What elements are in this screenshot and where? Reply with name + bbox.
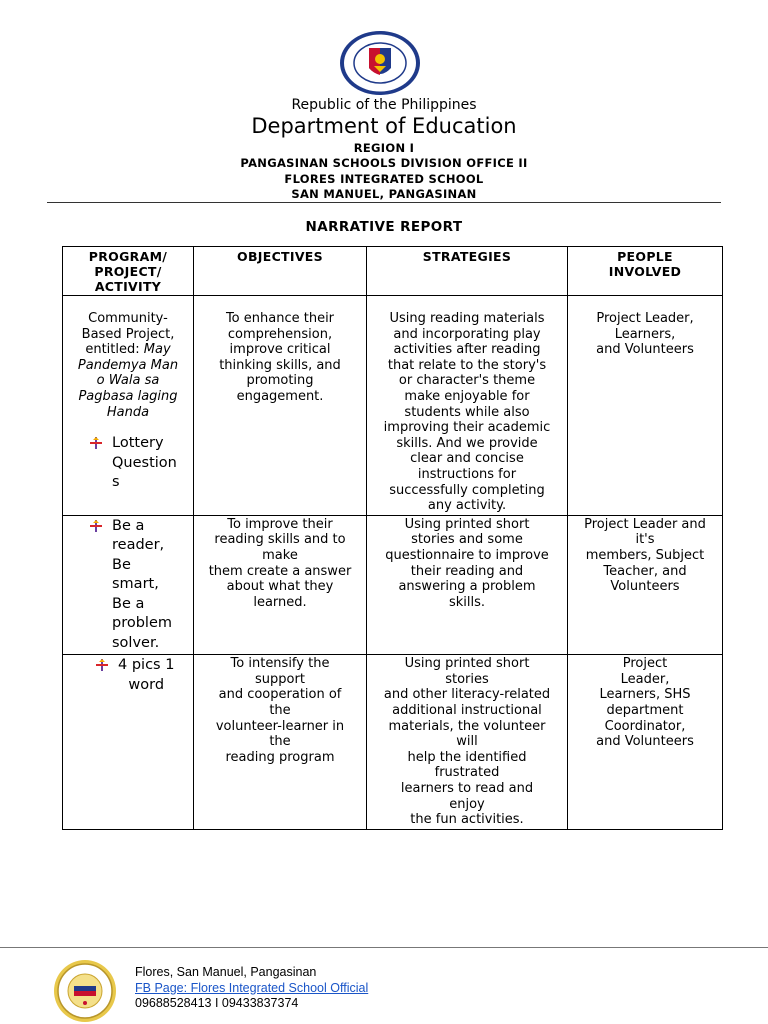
school-seal-icon: [53, 959, 117, 1023]
deped-seal-icon: [339, 30, 421, 96]
republic-heading: Republic of the Philippines: [291, 97, 477, 113]
bullet-arrow-icon: [95, 658, 109, 672]
activity-bullet: [89, 434, 189, 493]
activity-bullet: [95, 656, 189, 695]
activity-bullet: [89, 517, 189, 654]
narrative-report-table: [62, 246, 723, 830]
footer-divider: [0, 947, 768, 948]
strategies-cell: Using printed short stories and other literacy-related additional instructional materials, the volunteer will help the identified frustrated learners to read and enjoy the fun activities.: [367, 655, 568, 830]
footer-contact: [135, 965, 368, 1012]
column-header-strategies: STRATEGIES: [367, 247, 568, 296]
division-heading: PANGASINAN SCHOOLS DIVISION OFFICE II: [240, 156, 528, 170]
objectives-cell: To intensify the support and cooperation of the volunteer-learner in the reading program: [194, 655, 367, 830]
department-heading: Department of Education: [251, 114, 517, 138]
location-heading: SAN MANUEL, PANGASINAN: [291, 187, 477, 201]
footer-address: Flores, San Manuel, Pangasinan: [135, 965, 317, 979]
objectives-cell: To improve their reading skills and to make them create a answer about what they learned.: [194, 515, 367, 655]
bullet-arrow-icon: [89, 519, 103, 533]
activity-label: Be a reader, Be smart, Be a problem solver.: [112, 517, 172, 651]
column-header-program: PROGRAM/ PROJECT/ ACTIVITY: [63, 247, 194, 296]
activity-label: 4 pics 1 word: [118, 657, 175, 693]
table-row: [63, 515, 723, 655]
report-title: NARRATIVE REPORT: [305, 219, 463, 235]
region-heading: REGION I: [353, 141, 415, 155]
people-cell: Project Leader, Learners, and Volunteers: [568, 296, 723, 516]
activity-label: Lottery Question s: [112, 435, 177, 491]
people-cell: Project Leader, Learners, SHS department Coordinator, and Volunteers: [568, 655, 723, 830]
column-header-people: PEOPLE INVOLVED: [568, 247, 723, 296]
strategies-cell: Using printed short stories and some questionnaire to improve their reading and answering a problem skills.: [367, 515, 568, 655]
table-row: [63, 655, 723, 830]
table-row: [63, 296, 723, 516]
column-header-objectives: OBJECTIVES: [194, 247, 367, 296]
program-cell: [63, 515, 194, 655]
bullet-arrow-icon: [89, 436, 103, 450]
header-divider: [47, 202, 721, 203]
program-description: [67, 311, 189, 420]
program-intro: Community- Based Project, entitled:: [81, 311, 175, 358]
school-heading: FLORES INTEGRATED SCHOOL: [284, 172, 484, 186]
footer-phones: 09688528413 I 09433837374: [135, 996, 299, 1010]
program-cell: [63, 655, 194, 830]
program-cell: [63, 296, 194, 516]
strategies-cell: Using reading materials and incorporating play activities after reading that relate to the story's or character's theme make enjoyable for students while also improving their academic skills. And we provide clear and concise instructions for successfully completing any activity.: [367, 296, 568, 516]
table-header-row: [63, 247, 723, 296]
objectives-cell: To enhance their comprehension, improve critical thinking skills, and promoting engagement.: [194, 296, 367, 516]
program-title: May Pandemya Man o Wala sa Pagbasa laging Handa: [77, 342, 179, 420]
people-cell: Project Leader and it's members, Subject Teacher, and Volunteers: [568, 515, 723, 655]
facebook-page-link[interactable]: FB Page: Flores Integrated School Official: [135, 980, 369, 995]
